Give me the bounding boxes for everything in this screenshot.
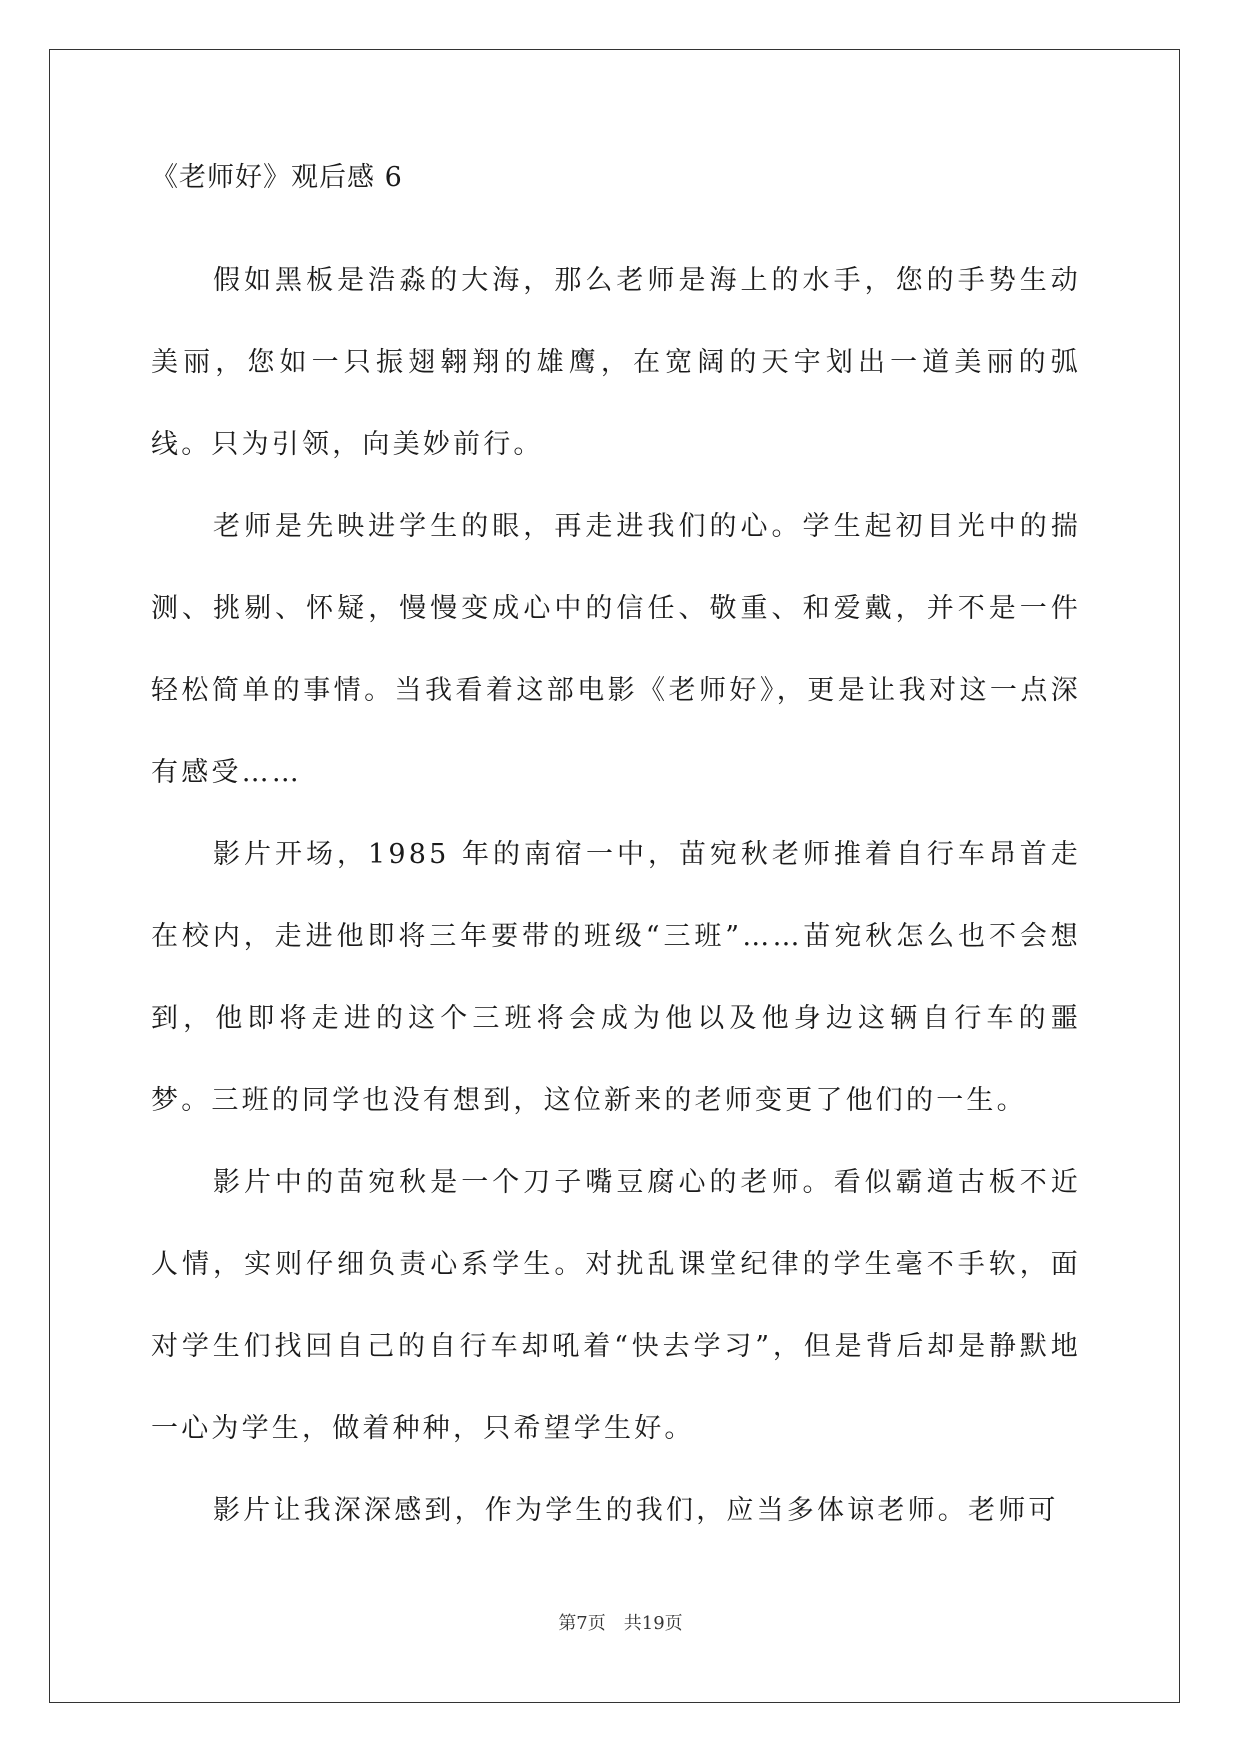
page-footer bbox=[0, 1612, 1241, 1636]
document-body bbox=[151, 158, 1081, 1552]
document-title: 《老师好》观后感 6 bbox=[151, 162, 403, 193]
page-number: 第7页 bbox=[558, 1613, 606, 1634]
paragraph-3: 影片开场，1985 年的南宿一中，苗宛秋老师推着自行车昂首走在校内，走进他即将三年要带的班级“三班”……苗宛秋怎么也不会想到，他即将走进的这个三班将会成为他以及他身边这辆自行车的噩梦。三班的同学也没有想到，这位新来的老师变更了他们的一生。 bbox=[151, 839, 1081, 1116]
paragraph-5: 影片让我深深感到，作为学生的我们，应当多体谅老师。老师可 bbox=[213, 1495, 1059, 1526]
paragraph-1: 假如黑板是浩淼的大海，那么老师是海上的水手，您的手势生动美丽，您如一只振翅翱翔的雄鹰，在宽阔的天宇划出一道美丽的弧线。只为引领，向美妙前行。 bbox=[151, 265, 1081, 460]
paragraph-4: 影片中的苗宛秋是一个刀子嘴豆腐心的老师。看似霸道古板不近人情，实则仔细负责心系学生。对扰乱课堂纪律的学生毫不手软，面对学生们找回自己的自行车却吼着“快去学习”，但是背后却是静默地一心为学生，做着种种，只希望学生好。 bbox=[151, 1167, 1081, 1444]
total-pages: 共19页 bbox=[623, 1613, 683, 1634]
paragraph-2: 老师是先映进学生的眼，再走进我们的心。学生起初目光中的揣测、挑剔、怀疑，慢慢变成心中的信任、敬重、和爱戴，并不是一件轻松简单的事情。当我看着这部电影《老师好》，更是让我对这一点深有感受…… bbox=[151, 511, 1081, 788]
